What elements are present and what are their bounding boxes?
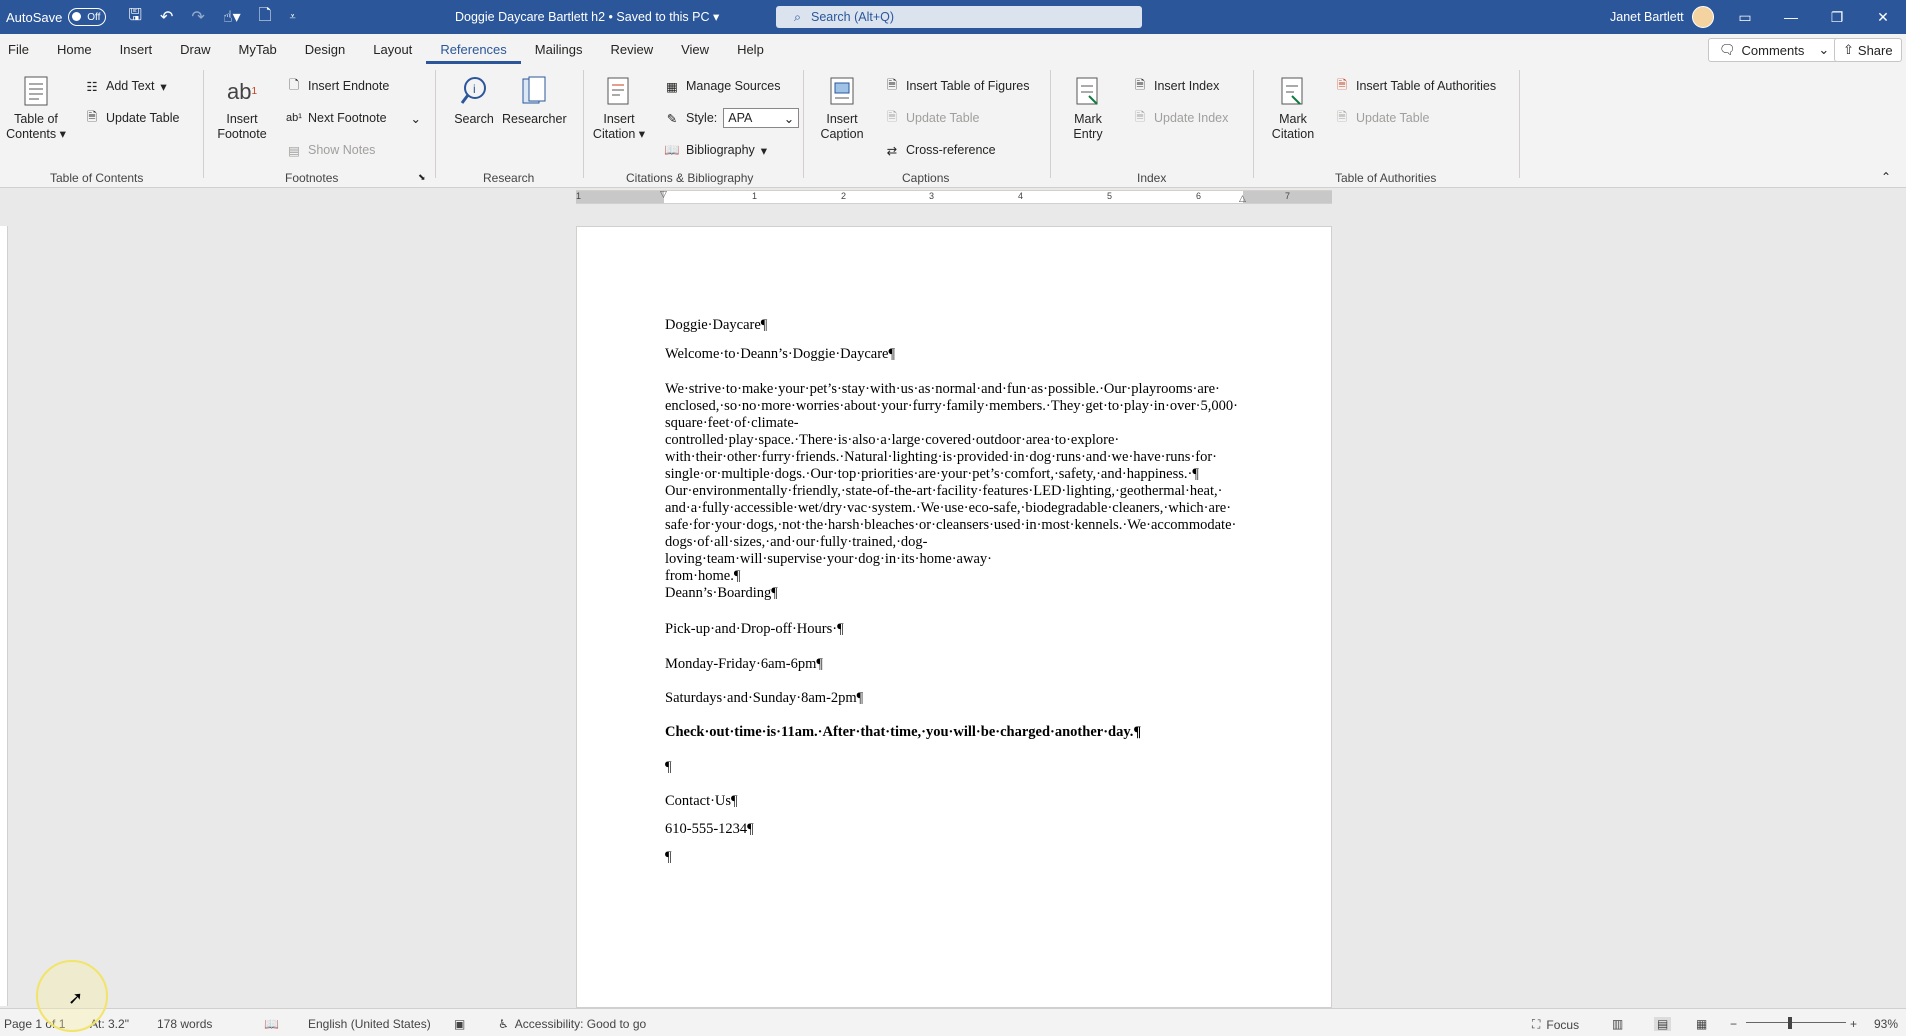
table-of-contents-button[interactable]: Table of Contents ▾ xyxy=(4,74,68,142)
group-separator xyxy=(435,70,436,178)
tab-layout[interactable]: Layout xyxy=(373,41,413,57)
paragraph-contact-heading[interactable]: Contact·Us¶ xyxy=(665,793,738,809)
ruler-left-margin xyxy=(576,191,664,203)
update-table-label: Update Table xyxy=(106,111,180,125)
paragraph-phone[interactable]: 610-555-1234¶ xyxy=(665,821,754,837)
paragraph-welcome[interactable]: Welcome·to·Deann’s·Doggie·Daycare¶ xyxy=(665,346,896,362)
ruler-number: 1 xyxy=(752,191,758,201)
group-label-citations: Citations & Bibliography xyxy=(626,171,754,185)
web-layout-icon[interactable]: ▦ xyxy=(1696,1017,1708,1031)
horizontal-ruler[interactable] xyxy=(576,190,1332,204)
group-label-research: Research xyxy=(483,171,535,185)
update-index-label: Update Index xyxy=(1154,111,1229,125)
zoom-slider[interactable] xyxy=(1746,1022,1846,1023)
vertical-ruler[interactable] xyxy=(0,226,8,1006)
paragraph-empty[interactable]: ¶ xyxy=(665,849,672,865)
add-text-button[interactable]: ☷ Add Text ▾ xyxy=(84,78,167,94)
insert-index-button[interactable] xyxy=(1132,78,1219,94)
mark-citation-button[interactable] xyxy=(1266,74,1320,142)
mark-citation-icon xyxy=(1277,74,1309,108)
tab-references[interactable]: References xyxy=(426,34,520,64)
show-notes-icon: ▤ xyxy=(288,143,300,158)
authorities-update-table-label: Update Table xyxy=(1356,111,1430,125)
word-count[interactable]: 178 words xyxy=(157,1017,213,1031)
update-index-icon: 🗎 xyxy=(1134,109,1146,124)
table-of-authorities-icon: 🗎 xyxy=(1336,77,1348,92)
search-icon xyxy=(458,74,490,108)
style-control xyxy=(664,108,799,128)
focus-label: Focus xyxy=(1546,1017,1580,1032)
manage-sources-icon: ▦ xyxy=(666,79,678,94)
paragraph-intro[interactable]: We·strive·to·make·your·pet’s·stay·with·us·as·normal·and·fun·as·possible.·Our·playrooms·are· enclosed,·so·no·more·worries·about·your·furry·family·members.·They·get·to·play·in·over·5,000· square·feet·of·climate-controlled·play·space.·There·is·also·a·large·covered·outdoor·area·to·explore· with·their·other·furry·friends.·Natural·lighting·is·provided·in·dog·runs·and·we·have·runs·for· single·or·multiple·dogs.·Our·top·priorities·are·your·pet’s·comfort,·safety,·and·happiness.·¶ xyxy=(665,381,1238,482)
update-index-button[interactable] xyxy=(1132,110,1228,126)
group-label-index: Index xyxy=(1137,171,1167,185)
paragraph-weekend-hours[interactable]: Saturdays·and·Sunday·8am-2pm¶ xyxy=(665,690,864,706)
tab-file[interactable]: File xyxy=(8,41,29,57)
comments-label: Comments xyxy=(1741,42,1805,58)
autosave-state: Off xyxy=(87,11,101,23)
insert-caption-label: Insert Caption xyxy=(820,112,864,141)
add-text-label: Add Text xyxy=(106,79,155,93)
next-footnote-button[interactable] xyxy=(286,110,421,126)
group-label-footnotes: Footnotes xyxy=(285,171,339,185)
mark-entry-label: Mark Entry xyxy=(1073,112,1103,141)
share-button[interactable] xyxy=(1834,38,1902,62)
style-icon: ✎ xyxy=(666,111,678,126)
language-indicator[interactable]: English (United States) xyxy=(308,1017,431,1031)
insert-index-label: Insert Index xyxy=(1154,79,1220,93)
ruler-number: 3 xyxy=(929,191,935,201)
tab-insert[interactable]: Insert xyxy=(119,41,153,57)
share-label: Share xyxy=(1857,42,1893,58)
search-input[interactable] xyxy=(776,6,1142,28)
mark-citation-label: Mark Citation xyxy=(1271,112,1315,141)
insert-table-of-figures-button[interactable] xyxy=(884,78,1029,94)
share-icon: ⇧ xyxy=(1843,42,1854,57)
insert-table-of-figures-label: Insert Table of Figures xyxy=(906,79,1030,93)
autosave-control[interactable] xyxy=(6,8,106,26)
proofing-icon[interactable]: 📖 xyxy=(264,1017,279,1031)
accessibility-checker[interactable] xyxy=(498,1017,646,1031)
insert-table-of-authorities-label: Insert Table of Authorities xyxy=(1356,79,1497,93)
show-notes-label: Show Notes xyxy=(308,143,376,157)
style-value: APA xyxy=(728,111,753,125)
style-label: Style: xyxy=(686,111,718,125)
update-table-icon: 🗎 xyxy=(86,109,98,124)
print-layout-icon[interactable]: ▤ xyxy=(1654,1017,1671,1031)
right-indent-marker-icon[interactable]: △ xyxy=(1239,193,1246,203)
collapse-ribbon-icon[interactable]: ⌃ xyxy=(1881,170,1892,184)
document-page[interactable] xyxy=(576,226,1332,1008)
redo-icon[interactable]: ↷ xyxy=(191,9,205,26)
ribbon-display-icon[interactable]: ▭ xyxy=(1738,8,1752,25)
macro-recording-icon[interactable]: ▣ xyxy=(454,1017,466,1031)
paragraph-facility[interactable]: Our·environmentally·friendly,·state-of-the-art·facility·features·LED·lighting,·geothermal·heat,· and·a·fully·accessible·wet/dry·vac·system.·We·use·eco-safe,·biodegradable·cleaners,·which·are· safe·for·your·dogs,·not·the·harsh·bleaches·or·cleansers·used·in·most·kennels.·We·accommodate· dogs·of·all·sizes,·and·our·fully·trained,·dog-loving·team·will·supervise·your·dog·in·its·home·away· from·home.¶ xyxy=(665,483,1237,584)
paragraph-boarding[interactable]: Deann’s·Boarding¶ xyxy=(665,585,778,601)
touch-mode-icon[interactable]: ☝▾ xyxy=(222,9,241,26)
zoom-level[interactable]: 93% xyxy=(1874,1017,1899,1031)
next-footnote-label: Next Footnote xyxy=(308,111,387,125)
style-dropdown[interactable] xyxy=(723,108,799,128)
tab-design[interactable]: Design xyxy=(304,41,346,57)
window-controls xyxy=(1722,0,1906,34)
title-bar xyxy=(0,0,1906,34)
captions-update-table-label: Update Table xyxy=(906,111,980,125)
zoom-in-icon[interactable]: + xyxy=(1850,1017,1858,1031)
user-name[interactable]: Janet Bartlett xyxy=(1610,10,1684,24)
tab-mytab[interactable]: MyTab xyxy=(238,41,277,57)
insert-citation-label: Insert Citation xyxy=(592,112,636,141)
group-separator xyxy=(1519,70,1520,178)
document-title-text: Doggie Daycare Bartlett h2 • Saved to this PC xyxy=(455,10,710,24)
zoom-out-icon[interactable]: − xyxy=(1730,1017,1738,1031)
insert-endnote-icon: 🗋 xyxy=(288,77,300,92)
first-line-indent-marker-icon[interactable]: ▽ xyxy=(660,189,667,199)
tab-help[interactable]: Help xyxy=(737,41,764,57)
bibliography-icon: 📖 xyxy=(664,142,680,157)
bibliography-button[interactable]: 📖 Bibliography ▾ xyxy=(664,142,768,158)
restore-icon[interactable]: ❐ xyxy=(1830,8,1844,25)
focus-icon: ⛶ xyxy=(1532,1017,1541,1031)
group-label-captions: Captions xyxy=(902,171,950,185)
ruler-number: 7 xyxy=(1285,191,1291,201)
researcher-label: Researcher xyxy=(502,112,567,126)
paragraph-title[interactable]: Doggie·Daycare¶ xyxy=(665,317,768,333)
insert-footnote-button[interactable] xyxy=(212,74,272,142)
insert-footnote-icon: ab 1 xyxy=(226,78,258,104)
insert-citation-icon xyxy=(603,74,635,108)
comment-icon: 🗨 xyxy=(1719,42,1736,57)
researcher-icon xyxy=(518,74,550,108)
print-preview-icon[interactable]: 🗋 xyxy=(258,6,272,24)
comments-button[interactable] xyxy=(1708,38,1840,62)
insert-footnote-label: Insert Footnote xyxy=(217,112,267,141)
accessibility-icon: ♿ xyxy=(498,1017,509,1031)
group-separator xyxy=(803,70,804,178)
paragraph-weekday-hours[interactable]: Monday-Friday·6am-6pm¶ xyxy=(665,656,823,672)
add-text-icon: ☷ xyxy=(86,79,98,94)
group-separator xyxy=(1253,70,1254,178)
autosave-toggle[interactable] xyxy=(68,8,106,26)
autosave-label: AutoSave xyxy=(6,9,63,25)
undo-icon[interactable]: ↶ xyxy=(160,9,174,26)
group-label-table-of-authorities: Table of Authorities xyxy=(1335,171,1437,185)
captions-update-table-button[interactable] xyxy=(884,110,979,126)
mark-entry-icon xyxy=(1072,74,1104,108)
chevron-down-icon: ⌄ xyxy=(1818,42,1830,57)
ruler-number: 5 xyxy=(1107,191,1113,201)
ribbon xyxy=(0,64,1906,188)
manage-sources-label: Manage Sources xyxy=(686,79,781,93)
tab-review[interactable]: Review xyxy=(610,41,654,57)
insert-caption-icon xyxy=(826,74,858,108)
group-separator xyxy=(203,70,204,178)
ruler-number: 2 xyxy=(841,191,847,201)
update-table-button[interactable] xyxy=(84,110,179,126)
mark-entry-button[interactable] xyxy=(1062,74,1114,142)
read-mode-icon[interactable]: ▥ xyxy=(1612,1017,1624,1031)
ruler-number: 4 xyxy=(1018,191,1024,201)
authorities-update-table-button[interactable] xyxy=(1334,110,1429,126)
update-table-icon: 🗎 xyxy=(1336,109,1348,124)
group-label-table-of-contents: Table of Contents xyxy=(50,171,144,185)
chevron-down-icon: ⌄ xyxy=(783,111,795,126)
table-of-figures-icon: 🗎 xyxy=(886,77,898,92)
paragraph-empty[interactable]: ¶ xyxy=(665,759,672,775)
insert-endnote-label: Insert Endnote xyxy=(308,79,390,93)
tab-home[interactable]: Home xyxy=(56,41,92,57)
tab-view[interactable]: View xyxy=(681,41,710,57)
search-icon: ⌕ xyxy=(794,9,802,24)
save-icon[interactable]: 🖫 xyxy=(128,6,143,24)
insert-endnote-button[interactable] xyxy=(286,78,389,94)
ruler-number: 1 xyxy=(576,191,582,201)
quick-access-toolbar xyxy=(128,4,295,31)
tab-mailings[interactable]: Mailings xyxy=(534,41,583,57)
group-separator xyxy=(1050,70,1051,178)
page-indicator[interactable]: Page 1 of 1 xyxy=(4,1017,66,1031)
table-of-contents-label: Table of Contents xyxy=(6,112,58,141)
paragraph-hours-heading[interactable]: Pick-up·and·Drop-off·Hours·¶ xyxy=(665,621,844,637)
svg-text:i: i xyxy=(473,82,476,96)
document-title[interactable]: Doggie Daycare Bartlett h2 • Saved to this PC ▾ xyxy=(455,10,720,24)
ribbon-tabs xyxy=(0,34,1906,64)
zoom-slider-thumb[interactable] xyxy=(1788,1017,1792,1029)
chevron-down-icon[interactable]: ⌄ xyxy=(410,111,421,126)
update-table-icon: 🗎 xyxy=(886,109,898,124)
show-notes-button[interactable] xyxy=(286,142,375,158)
insert-table-of-authorities-button[interactable] xyxy=(1334,78,1496,94)
search-button[interactable] xyxy=(450,74,498,127)
cross-reference-icon: ⇄ xyxy=(886,143,898,158)
cross-reference-button[interactable] xyxy=(884,142,996,158)
avatar[interactable] xyxy=(1692,6,1714,28)
search-label: Search xyxy=(454,112,494,126)
cross-reference-label: Cross-reference xyxy=(906,143,996,157)
accessibility-label: Accessibility: Good to go xyxy=(514,1017,647,1031)
group-separator xyxy=(583,70,584,178)
cursor-position[interactable]: At: 3.2" xyxy=(90,1017,129,1031)
paragraph-checkout[interactable]: Check·out·time·is·11am.·After·that·time,·you·will·be·charged·another·day.¶ xyxy=(665,724,1142,740)
insert-index-icon: 🗎 xyxy=(1134,77,1146,92)
status-bar xyxy=(0,1008,1906,1036)
next-footnote-icon: ab¹ xyxy=(286,112,302,124)
mouse-pointer-icon: ➚ xyxy=(68,988,84,1008)
insert-caption-button[interactable] xyxy=(814,74,870,142)
footnotes-dialog-launcher-icon[interactable]: ⬊ xyxy=(418,172,426,182)
tab-draw[interactable]: Draw xyxy=(180,41,211,57)
ruler-number: 6 xyxy=(1196,191,1202,201)
customize-qat-icon[interactable]: ⩡ xyxy=(289,10,296,23)
close-icon[interactable]: ✕ xyxy=(1877,8,1889,25)
manage-sources-button[interactable] xyxy=(664,78,781,94)
table-of-contents-icon xyxy=(20,74,52,108)
researcher-button[interactable] xyxy=(502,74,566,127)
focus-button[interactable] xyxy=(1532,1017,1579,1032)
insert-citation-button[interactable]: Insert Citation ▾ xyxy=(590,74,648,142)
search-placeholder: Search (Alt+Q) xyxy=(811,10,895,24)
minimize-icon[interactable]: — xyxy=(1784,9,1798,25)
bibliography-label: Bibliography xyxy=(686,143,755,157)
